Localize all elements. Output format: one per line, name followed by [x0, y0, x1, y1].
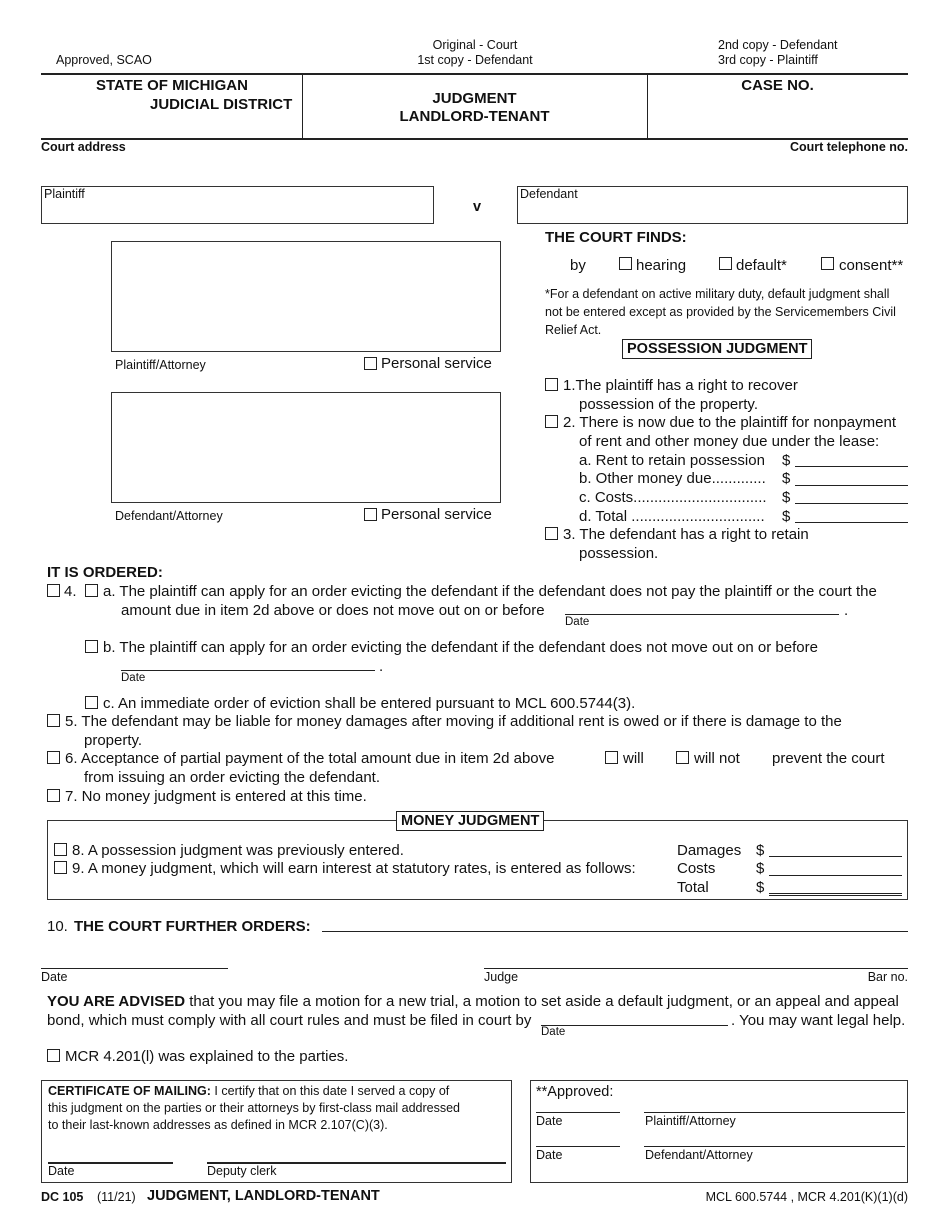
- copy-third: 3rd copy - Plaintiff: [718, 53, 818, 67]
- approved-scao: Approved, SCAO: [56, 53, 152, 67]
- costs-label: Costs: [677, 860, 716, 877]
- default-checkbox[interactable]: [719, 257, 732, 270]
- item4c-text: c. An immediate order of eviction shall be entered pursuant to MCL 600.5744(3).: [103, 695, 636, 712]
- total-amount-field[interactable]: [769, 893, 902, 894]
- advised-line2: bond, which must comply with all court rules and must be filed in court by: [47, 1012, 532, 1029]
- court-telephone-label: Court telephone no.: [789, 140, 908, 154]
- certificate-date-label: Date: [48, 1164, 75, 1178]
- footer-statute: MCL 600.5744 , MCR 4.201(K)(1)(d): [705, 1190, 908, 1204]
- costs-dollar: $: [756, 860, 765, 877]
- damages-amount-field[interactable]: [769, 856, 902, 857]
- form-revision: (11/21): [97, 1190, 136, 1204]
- item2a-dollar: $: [782, 452, 791, 469]
- approved-defendant-label: Defendant/Attorney: [645, 1148, 753, 1162]
- item1-checkbox[interactable]: [545, 378, 558, 391]
- approved-defendant-date-label: Date: [536, 1148, 563, 1162]
- item9-text: 9. A money judgment, which will earn interest at statutory rates, is entered as follows:: [72, 860, 636, 877]
- approved-defendant-signature-field[interactable]: [644, 1146, 905, 1147]
- judicial-district: JUDICIAL DISTRICT: [150, 96, 293, 113]
- advised-line1: [47, 993, 899, 1010]
- damages-dollar: $: [756, 842, 765, 859]
- item7-checkbox[interactable]: [47, 789, 60, 802]
- judgment-date-label: Date: [41, 970, 68, 984]
- total-label: Total: [677, 879, 709, 896]
- consent-label: consent**: [839, 257, 904, 274]
- copy-first: 1st copy - Defendant: [417, 53, 533, 67]
- item4c-checkbox[interactable]: [85, 696, 98, 709]
- it-is-ordered-heading: IT IS ORDERED:: [47, 564, 163, 581]
- defendant-label: Defendant: [520, 187, 578, 201]
- defendant-personal-service-checkbox[interactable]: [364, 508, 377, 521]
- item3-line1: 3. The defendant has a right to retain: [563, 526, 809, 543]
- court-finds-heading: THE COURT FINDS:: [545, 229, 687, 246]
- item4-number: 4.: [64, 583, 77, 600]
- footer-title: JUDGMENT, LANDLORD-TENANT: [147, 1188, 380, 1204]
- judge-signature-field[interactable]: [484, 968, 908, 969]
- item4b-period: .: [379, 658, 384, 675]
- item6-line1: 6. Acceptance of partial payment of the total amount due in item 2d above: [65, 750, 555, 767]
- defendant-attorney-label: Defendant/Attorney: [115, 509, 223, 523]
- item6-will-label: will: [623, 750, 644, 767]
- plaintiff-attorney-box[interactable]: [111, 241, 501, 352]
- bar-no-label: Bar no.: [867, 970, 908, 984]
- deputy-clerk-label: Deputy clerk: [207, 1164, 277, 1178]
- item8-checkbox[interactable]: [54, 843, 67, 856]
- default-label: default*: [736, 257, 787, 274]
- approved-plaintiff-date-field[interactable]: [536, 1112, 620, 1113]
- versus-label: v: [473, 199, 482, 215]
- by-label: by: [570, 257, 586, 274]
- military-note-2: not be entered except as provided by the Servicemembers Civil: [545, 305, 896, 319]
- item2d-label: d. Total ................................: [579, 508, 765, 525]
- advised-date-label: Date: [541, 1026, 566, 1038]
- item8-text: 8. A possession judgment was previously entered.: [72, 842, 404, 859]
- item5-checkbox[interactable]: [47, 714, 60, 727]
- defendant-field[interactable]: [517, 186, 908, 224]
- item2c-dollar: $: [782, 489, 791, 506]
- costs-amount-field[interactable]: [769, 875, 902, 876]
- hearing-label: hearing: [636, 257, 687, 274]
- item2-line1: 2. There is now due to the plaintiff for nonpayment: [563, 414, 896, 431]
- item2d-amount-field[interactable]: [795, 522, 908, 523]
- approved-plaintiff-date-label: Date: [536, 1114, 563, 1128]
- mcr-explained-label: MCR 4.201(l) was explained to the parties.: [65, 1048, 349, 1065]
- approved-plaintiff-signature-field[interactable]: [644, 1112, 905, 1113]
- damages-label: Damages: [677, 842, 742, 859]
- certificate-text1: I certify that on this date I served a copy of: [210, 1084, 450, 1098]
- advised-date-field[interactable]: [541, 1025, 728, 1026]
- item4a-line2: amount due in item 2d above or does not move out on or before: [121, 602, 545, 619]
- possession-judgment-heading: POSSESSION JUDGMENT: [622, 339, 812, 359]
- advised-bold: YOU ARE ADVISED: [47, 993, 186, 1010]
- plaintiff-field[interactable]: [41, 186, 434, 224]
- item5-line1: 5. The defendant may be liable for money damages after moving if additional rent is owed or if there is damage to the: [65, 713, 842, 730]
- item4b-text: b. The plaintiff can apply for an order evicting the defendant if the defendant does not move out on or before: [103, 639, 818, 656]
- money-judgment-heading: MONEY JUDGMENT: [396, 811, 544, 831]
- approved-label: **Approved:: [536, 1084, 614, 1100]
- further-orders-field[interactable]: [322, 931, 908, 932]
- item2b-dollar: $: [782, 470, 791, 487]
- item9-checkbox[interactable]: [54, 861, 67, 874]
- item2-line2: of rent and other money due under the lease:: [579, 433, 880, 450]
- judge-label: Judge: [484, 970, 519, 984]
- item4b-date-label: Date: [121, 672, 146, 684]
- hearing-checkbox[interactable]: [619, 257, 632, 270]
- approved-defendant-date-field[interactable]: [536, 1146, 620, 1147]
- form-title-1: JUDGMENT: [432, 90, 517, 107]
- advised-line2-end: . You may want legal help.: [731, 1012, 906, 1029]
- item2b-amount-field[interactable]: [795, 485, 908, 486]
- item6-will-not-label: will not: [694, 750, 740, 767]
- item3-line2: possession.: [579, 545, 659, 562]
- item2a-amount-field[interactable]: [795, 466, 908, 467]
- item4b-checkbox[interactable]: [85, 640, 98, 653]
- item4-checkbox[interactable]: [47, 584, 60, 597]
- certificate-line3: to their last-known addresses as defined in MCR 2.107(C)(3).: [48, 1118, 388, 1132]
- item6-will-checkbox[interactable]: [605, 751, 618, 764]
- court-address-label: Court address: [41, 140, 126, 154]
- form-number: DC 105: [41, 1190, 84, 1204]
- plaintiff-personal-service-checkbox[interactable]: [364, 357, 377, 370]
- item6-line2: from issuing an order evicting the defendant.: [84, 769, 381, 786]
- certificate-bold: CERTIFICATE OF MAILING:: [48, 1084, 211, 1098]
- certificate-line2: this judgment on the parties or their attorneys by first-class mail addressed: [48, 1101, 460, 1115]
- item4a-line1: a. The plaintiff can apply for an order evicting the defendant if the defendant does not pay the plaintiff or the court the: [103, 583, 877, 600]
- approved-plaintiff-label: Plaintiff/Attorney: [645, 1114, 736, 1128]
- mcr-explained-checkbox[interactable]: [47, 1049, 60, 1062]
- item6-will-not-checkbox[interactable]: [676, 751, 689, 764]
- total-double-rule: [769, 895, 902, 896]
- certificate-line1: [48, 1084, 449, 1098]
- advised-text1: that you may file a motion for a new trial, a motion to set aside a default judgment, or an appeal and appeal: [185, 993, 899, 1010]
- military-note-3: Relief Act.: [545, 323, 602, 337]
- item2c-amount-field[interactable]: [795, 503, 908, 504]
- case-no-label: CASE NO.: [741, 77, 814, 94]
- item1-line1: 1.The plaintiff has a right to recover: [563, 377, 798, 394]
- plaintiff-label: Plaintiff: [44, 187, 85, 201]
- item2a-label: a. Rent to retain possession: [579, 452, 765, 469]
- plaintiff-personal-service-label: Personal service: [381, 355, 492, 372]
- item2-checkbox[interactable]: [545, 415, 558, 428]
- item2d-dollar: $: [782, 508, 791, 525]
- item4a-checkbox[interactable]: [85, 584, 98, 597]
- further-orders-label: THE COURT FURTHER ORDERS:: [74, 918, 311, 935]
- total-dollar: $: [756, 879, 765, 896]
- defendant-personal-service-label: Personal service: [381, 506, 492, 523]
- state-of-michigan: STATE OF MICHIGAN: [96, 77, 248, 94]
- item6-checkbox[interactable]: [47, 751, 60, 764]
- plaintiff-attorney-label: Plaintiff/Attorney: [115, 358, 206, 372]
- form-title-2: LANDLORD-TENANT: [399, 108, 550, 125]
- item4b-date-field[interactable]: [121, 670, 375, 671]
- copy-second: 2nd copy - Defendant: [718, 38, 838, 52]
- item5-line2: property.: [84, 732, 143, 749]
- item6-prevent-label: prevent the court: [772, 750, 885, 767]
- item3-checkbox[interactable]: [545, 527, 558, 540]
- item10-number: 10.: [47, 918, 68, 935]
- item1-line2: possession of the property.: [579, 396, 758, 413]
- copy-original: Original - Court: [432, 38, 518, 52]
- judgment-date-field[interactable]: [41, 968, 228, 969]
- item4a-date-label: Date: [565, 616, 590, 628]
- item4a-date-field[interactable]: [565, 614, 839, 615]
- item2c-label: c. Costs................................: [579, 489, 767, 506]
- header-top-rule: [41, 73, 908, 75]
- item4a-period: .: [844, 602, 849, 619]
- military-note-1: *For a defendant on active military duty, default judgment shall: [545, 287, 890, 301]
- item7-text: 7. No money judgment is entered at this time.: [65, 788, 367, 805]
- item2b-label: b. Other money due.............: [579, 470, 766, 487]
- consent-checkbox[interactable]: [821, 257, 834, 270]
- defendant-attorney-box[interactable]: [111, 392, 501, 503]
